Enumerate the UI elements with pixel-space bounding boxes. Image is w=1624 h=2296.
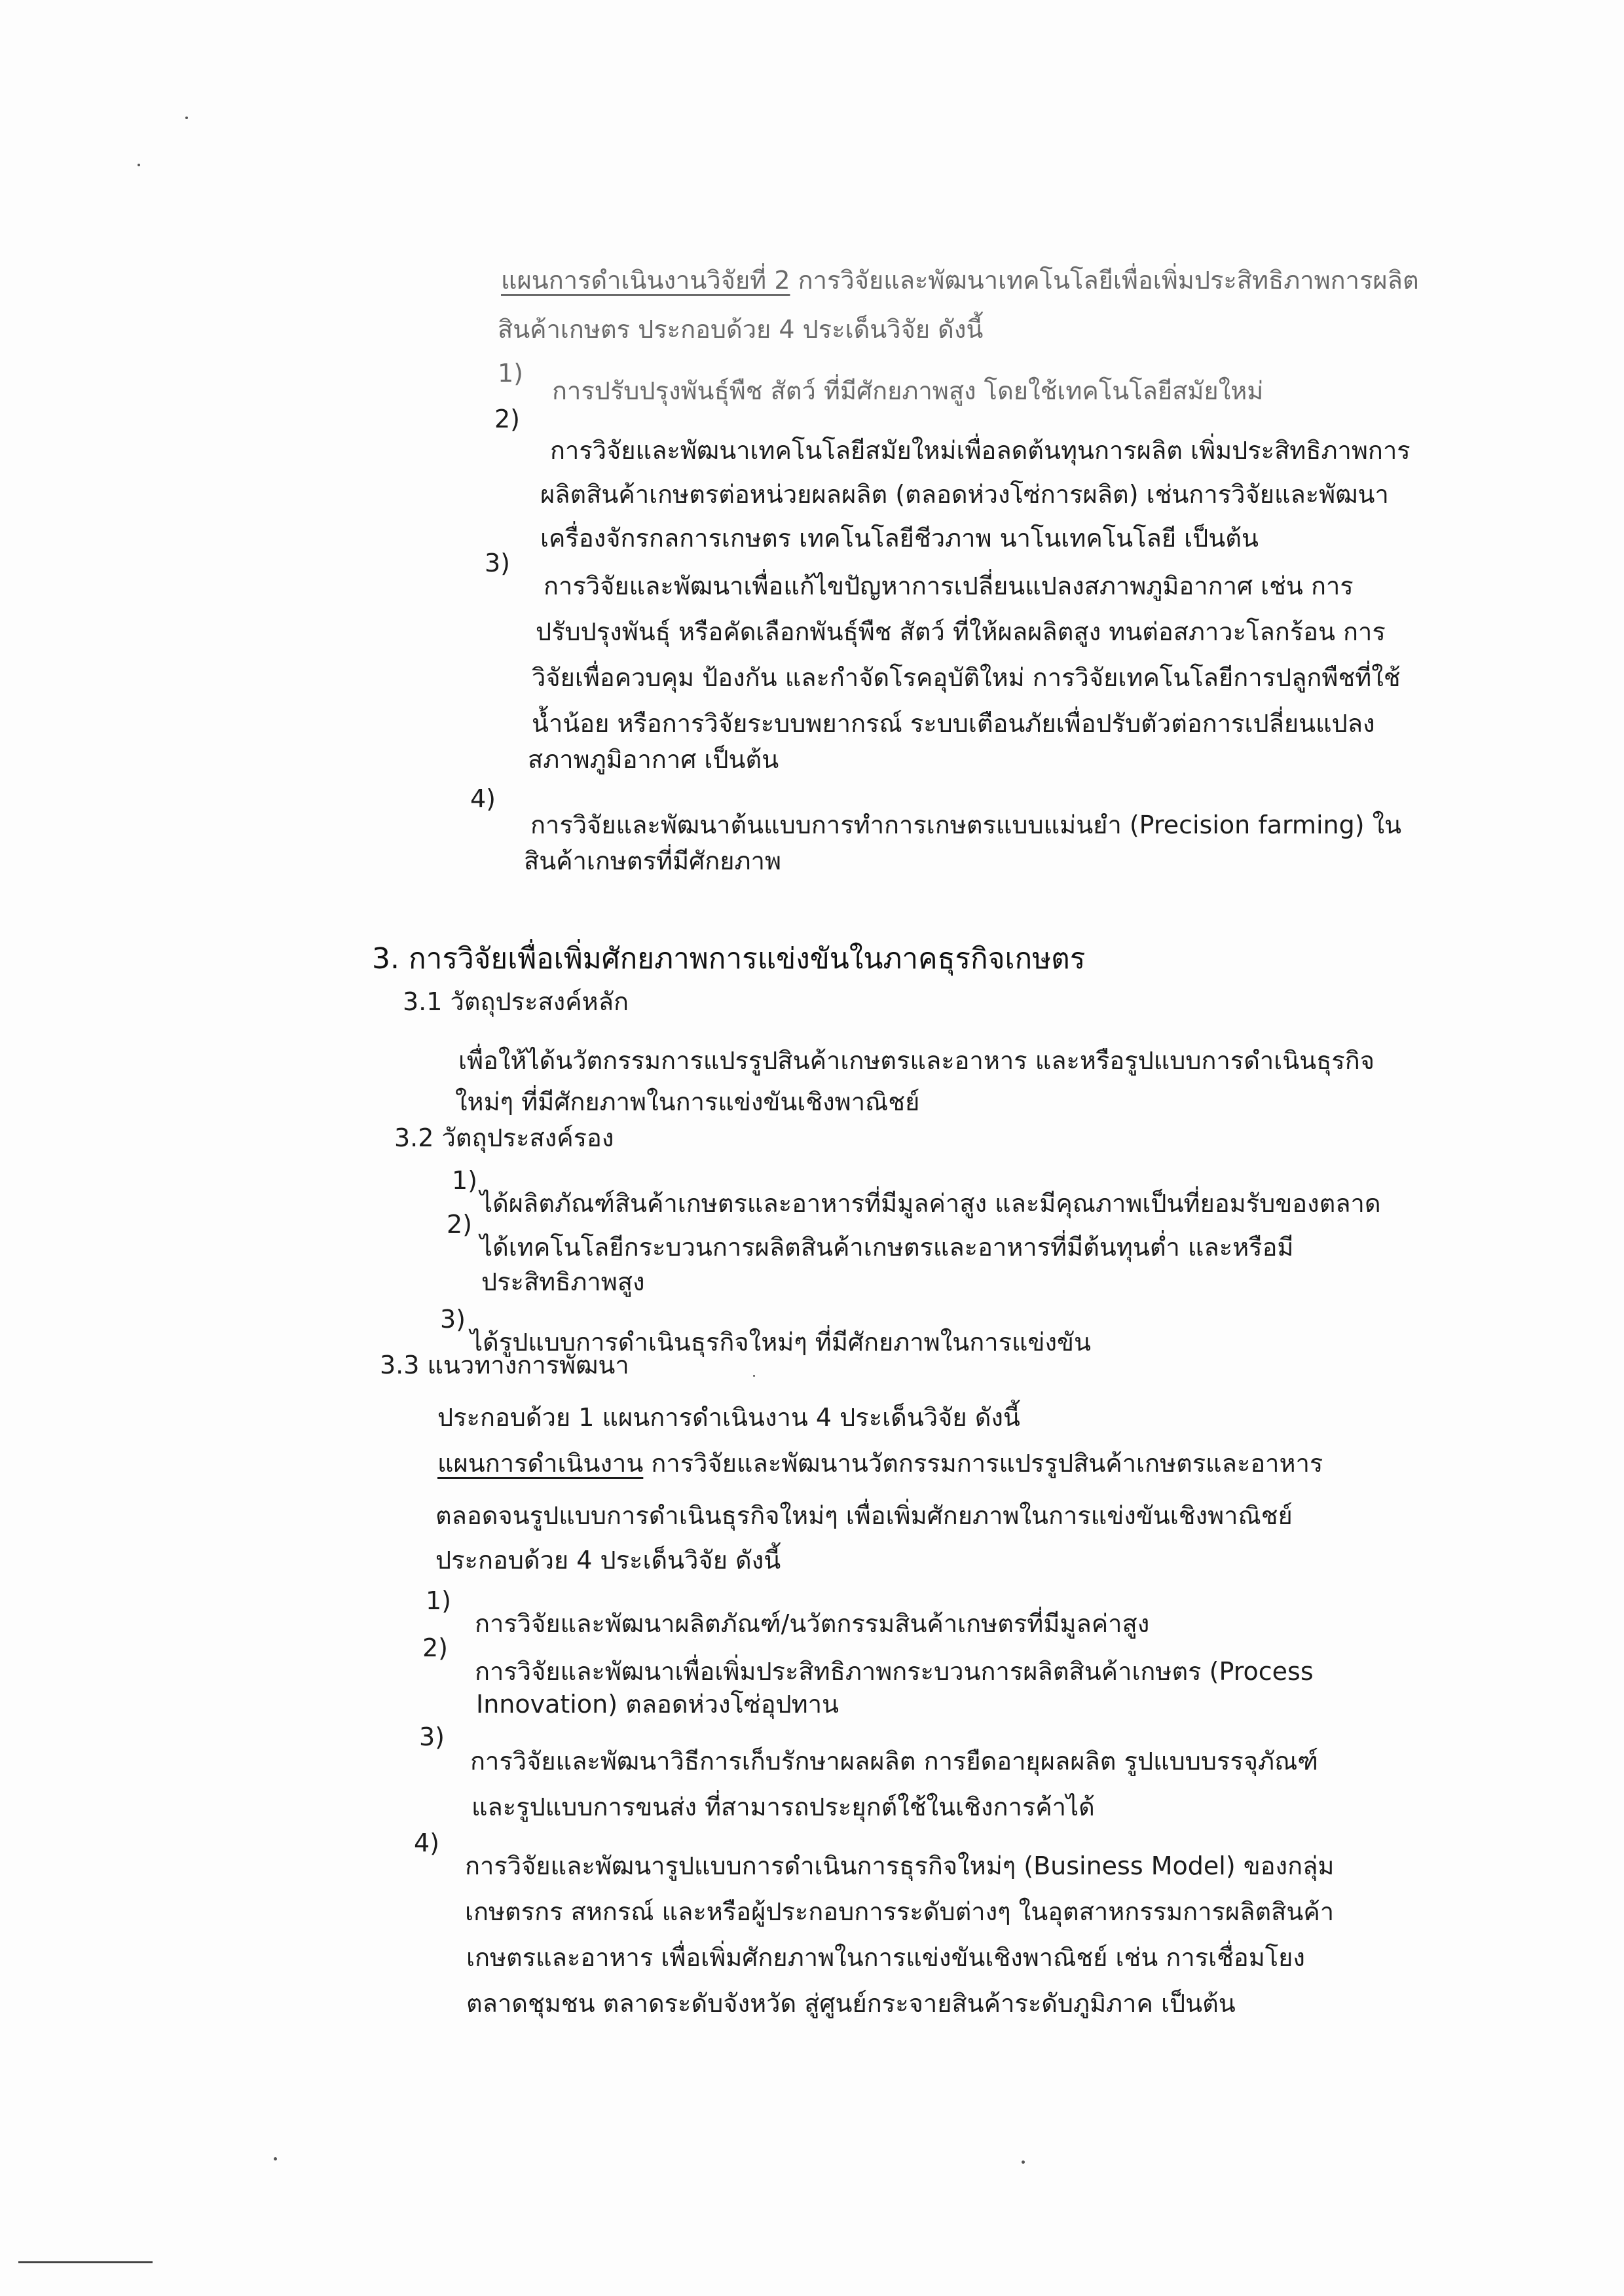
s33-item-2-num: 2) (422, 1633, 449, 1662)
s33-item-4-line: การวิจัยและพัฒนารูปแบบการดำเนินการธุรกิจใหม่ๆ (Business Model) ของกลุ่ม (465, 1851, 1335, 1880)
scan-speck (274, 2157, 277, 2160)
s33-item-4-num: 4) (414, 1829, 440, 1857)
s33-item-3-num: 3) (419, 1722, 445, 1751)
s32-item-2-line: ได้เทคโนโลยีกระบวนการผลิตสินค้าเกษตรและอาหารที่มีต้นทุนต่ำ และหรือมี (480, 1233, 1294, 1262)
s33-item-3-line: การวิจัยและพัฒนาวิธีการเก็บรักษาผลผลิต การยืดอายุผลผลิต รูปแบบบรรจุภัณฑ์ (470, 1747, 1318, 1776)
s32-item-2-line: ประสิทธิภาพสูง (481, 1267, 645, 1296)
scan-speck (185, 117, 188, 119)
section3-heading: 3. การวิจัยเพื่อเพิ่มศักยภาพการแข่งขันในภาคธุรกิจเกษตร (372, 942, 1086, 975)
s32-item-3-line: ได้รูปแบบการดำเนินธุรกิจใหม่ๆ ที่มีศักยภาพในการแข่งขัน (470, 1328, 1091, 1357)
s33-plan-title: แผนการดำเนินงาน (437, 1449, 644, 1478)
plan2-item-2-line: ผลิตสินค้าเกษตรต่อหน่วยผลผลิต (ตลอดห่วงโซ่การผลิต) เช่นการวิจัยและพัฒนา (540, 480, 1389, 509)
s31-title: 3.1 วัตถุประสงค์หลัก (403, 987, 629, 1016)
plan2-item-4-line: การวิจัยและพัฒนาต้นแบบการทำการเกษตรแบบแม่นยำ (Precision farming) ใน (530, 811, 1402, 839)
s33-item-1-line: การวิจัยและพัฒนาผลิตภัณฑ์/นวัตกรรมสินค้าเกษตรที่มีมูลค่าสูง (475, 1609, 1150, 1638)
s32-item-2-num: 2) (447, 1210, 473, 1239)
plan2-item-3-line: วิจัยเพื่อควบคุม ป้องกัน และกำจัดโรคอุบัติใหม่ การวิจัยเทคโนโลยีการปลูกพืชที่ใช้ (532, 663, 1401, 692)
plan2-item-3-num: 3) (485, 549, 511, 577)
scan-speck (138, 164, 140, 166)
s33-plan-rest: การวิจัยและพัฒนานวัตกรรมการแปรรูปสินค้าเกษตรและอาหาร (651, 1449, 1323, 1478)
s33-item-2-line: Innovation) ตลอดห่วงโซ่อุปทาน (476, 1690, 840, 1719)
s33-item-2-line: การวิจัยและพัฒนาเพื่อเพิ่มประสิทธิภาพกระบวนการผลิตสินค้าเกษตร (Process (475, 1657, 1314, 1686)
plan2-item-2-line: เครื่องจักรกลการเกษตร เทคโนโลยีชีวภาพ นาโนเทคโนโลยี เป็นต้น (540, 524, 1259, 553)
s31-line: เพื่อให้ได้นวัตกรรมการแปรรูปสินค้าเกษตรและอาหาร และหรือรูปแบบการดำเนินธุรกิจ (458, 1046, 1375, 1075)
s33-item-4-line: เกษตรกร สหกรณ์ และหรือผู้ประกอบการระดับต่างๆ ในอุตสาหกรรมการผลิตสินค้า (465, 1897, 1335, 1926)
s32-title: 3.2 วัตถุประสงค์รอง (394, 1123, 614, 1152)
plan2-item-3-line: สภาพภูมิอากาศ เป็นต้น (528, 745, 779, 774)
scan-speck (1022, 2160, 1025, 2164)
plan2-item-4-line: สินค้าเกษตรที่มีศักยภาพ (524, 847, 781, 875)
plan2-title-rest: การวิจัยและพัฒนาเทคโนโลยีเพื่อเพิ่มประสิทธิภาพการผลิต (798, 266, 1419, 295)
s33-intro: ประกอบด้วย 1 แผนการดำเนินงาน 4 ประเด็นวิจัย ดังนี้ (437, 1403, 1020, 1432)
plan2-item-3-line: น้ำน้อย หรือการวิจัยระบบพยากรณ์ ระบบเตือนภัยเพื่อปรับตัวต่อการเปลี่ยนแปลง (532, 709, 1375, 738)
s33-item-4-line: เกษตรและอาหาร เพื่อเพิ่มศักยภาพในการแข่งขันเชิงพาณิชย์ เช่น การเชื่อมโยง (466, 1943, 1305, 1972)
s33-plan-line2: ตลอดจนรูปแบบการดำเนินธุรกิจใหม่ๆ เพื่อเพิ่มศักยภาพในการแข่งขันเชิงพาณิชย์ (435, 1501, 1293, 1530)
s32-item-3-num: 3) (440, 1305, 466, 1334)
plan2-item-3-line: ปรับปรุงพันธุ์ หรือคัดเลือกพันธุ์พืช สัตว์ ที่ให้ผลผลิตสูง ทนต่อสภาวะโลกร้อน การ (536, 617, 1386, 646)
plan2-item-1-line: การปรับปรุงพันธุ์พืช สัตว์ ที่มีศักยภาพสูง โดยใช้เทคโนโลยีสมัยใหม่ (552, 376, 1264, 405)
s31-line: ใหม่ๆ ที่มีศักยภาพในการแข่งขันเชิงพาณิชย์ (455, 1087, 920, 1116)
plan2-item-1-num: 1) (498, 359, 524, 388)
plan2-item-2-line: การวิจัยและพัฒนาเทคโนโลยีสมัยใหม่เพื่อลดต้นทุนการผลิต เพิ่มประสิทธิภาพการ (550, 436, 1411, 465)
scan-speck (753, 1375, 755, 1377)
plan2-title: แผนการดำเนินงานวิจัยที่ 2 (501, 266, 790, 295)
s33-item-4-line: ตลาดชุมชน ตลาดระดับจังหวัด สู่ศูนย์กระจายสินค้าระดับภูมิภาค เป็นต้น (466, 1989, 1236, 2018)
s33-plan-line1 (437, 1447, 1323, 1480)
s32-item-1-num: 1) (452, 1166, 478, 1195)
s33-title: 3.3 แนวทางการพัฒนา (380, 1351, 629, 1379)
s33-plan-line3: ประกอบด้วย 4 ประเด็นวิจัย ดังนี้ (435, 1546, 781, 1575)
plan2-line1 (501, 264, 1419, 297)
s32-item-1-line: ได้ผลิตภัณฑ์สินค้าเกษตรและอาหารที่มีมูลค่าสูง และมีคุณภาพเป็นที่ยอมรับของตลาด (480, 1189, 1381, 1218)
plan2-item-3-line: การวิจัยและพัฒนาเพื่อแก้ไขปัญหาการเปลี่ยนแปลงสภาพภูมิอากาศ เช่น การ (544, 572, 1354, 600)
footnote-rule (18, 2261, 153, 2263)
s33-item-3-line: และรูปแบบการขนส่ง ที่สามารถประยุกต์ใช้ในเชิงการค้าได้ (471, 1793, 1095, 1821)
plan2-item-2-num: 2) (494, 405, 521, 433)
plan2-item-4-num: 4) (470, 784, 496, 813)
plan2-line2: สินค้าเกษตร ประกอบด้วย 4 ประเด็นวิจัย ดังนี้ (498, 315, 984, 344)
s33-item-1-num: 1) (426, 1586, 452, 1615)
